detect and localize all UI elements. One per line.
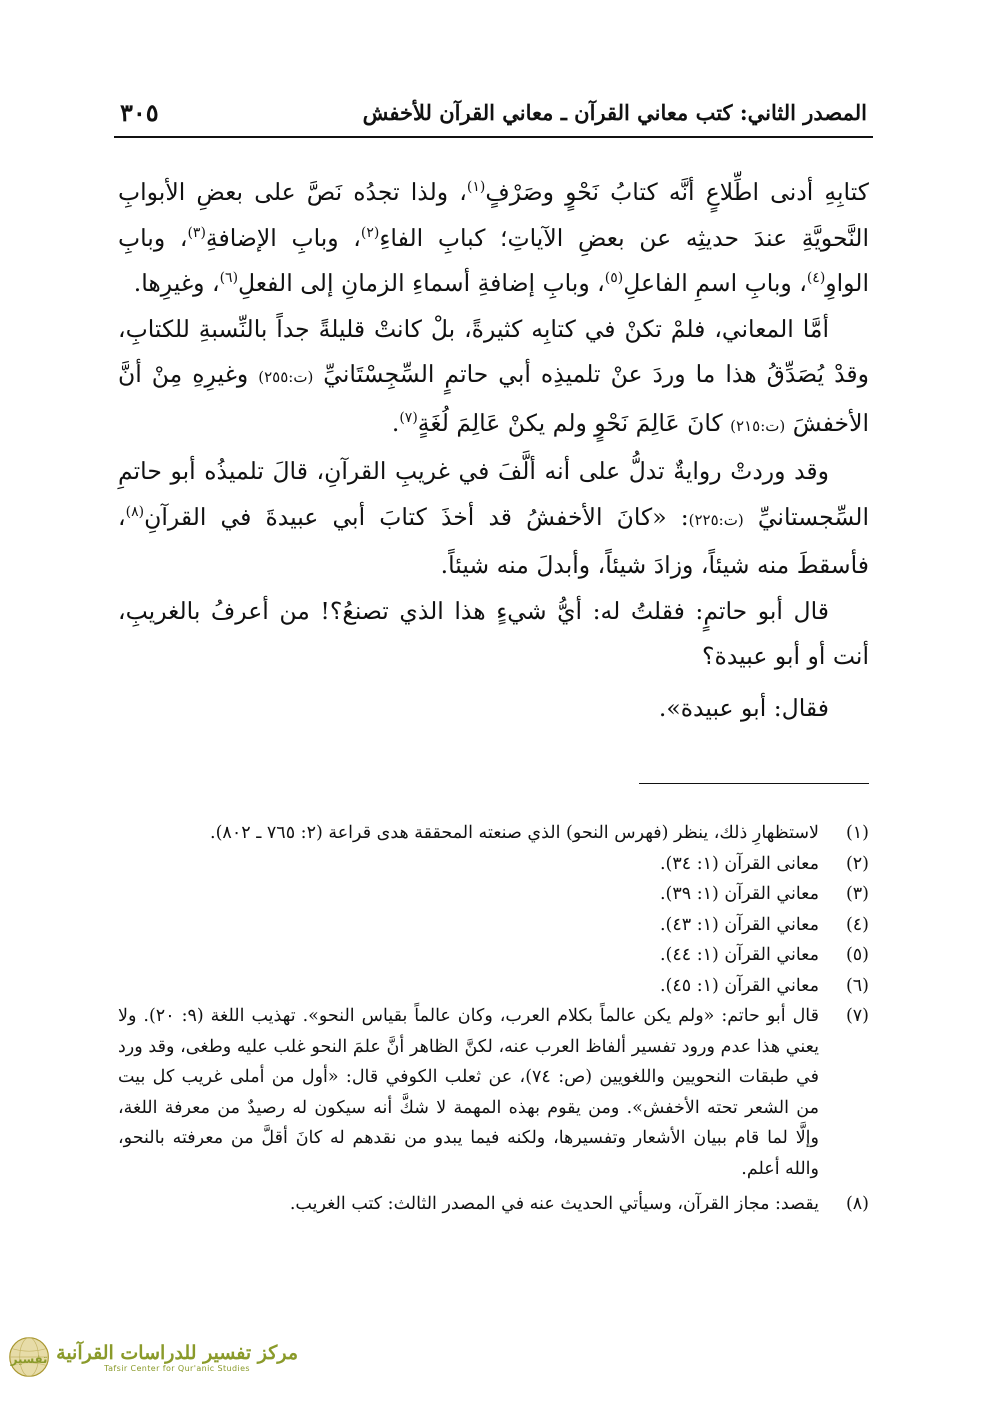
footnote-1 bbox=[118, 818, 869, 849]
text-run: ، وبابِ الإضافةِ bbox=[205, 223, 361, 252]
footnote-text: معاني القرآن (١: ٤٤). bbox=[659, 945, 819, 965]
text-run: ، وبابِ اسمِ الفاعلِ bbox=[623, 269, 807, 297]
logo-english-name: Tafsir Center for Qur'anic Studies bbox=[104, 1363, 250, 1373]
logo-arabic-name: مركز تفسير للدراسات القرآنية bbox=[56, 1341, 298, 1364]
text-run: . bbox=[391, 408, 400, 437]
main-text bbox=[118, 170, 869, 731]
footnote-number: (٣) bbox=[845, 884, 869, 904]
footnote-ref-2[interactable]: (٢) bbox=[360, 224, 380, 241]
footnote-text: معانى القرآن (١: ٣٤). bbox=[659, 853, 819, 874]
running-title: المصدر الثاني: كتب معاني القرآن ـ معاني القرآن للأخفش bbox=[362, 99, 867, 125]
paragraph-2 bbox=[118, 307, 869, 450]
logo-text bbox=[56, 1342, 298, 1373]
text-run: : «كانَ الأخفشُ قد أخذَ كتابَ أبي عبيدةَ في القرآنِ bbox=[144, 502, 689, 531]
footnote-3 bbox=[118, 879, 869, 910]
death-date: (ت:٢٥٥) bbox=[258, 368, 314, 386]
paragraph-4: قال أبو حاتمٍ: فقلتُ له: أيُّ شيءٍ هذا الذي تصنعُ؟! من أعرفُ بالغريبِ، أنت أو أبو عبيدة؟ bbox=[118, 596, 869, 670]
paragraph-3 bbox=[118, 449, 869, 589]
footnote-number: (٥) bbox=[845, 945, 869, 965]
text-run: أمَّا المعاني، فلمْ تكنْ في كتابِه كثيرةً، بلْ كانتْ قليلةً جداً بالنِّسبةِ للكتابِ، وقدْ يُصَدِّقُ هذا ما وردَ عنْ تلميذِه أبي حاتمٍ السِّجِسْتَانيِّ bbox=[118, 314, 869, 388]
header-rule bbox=[114, 136, 873, 138]
logo-mark-text: تفسير bbox=[10, 1351, 48, 1366]
footnote-6 bbox=[118, 971, 869, 1002]
footnotes bbox=[118, 818, 869, 1220]
footnote-5 bbox=[118, 940, 869, 971]
footnote-ref-7[interactable]: (٧) bbox=[399, 409, 418, 426]
paragraph-5: فقال: أبو عبيدة». bbox=[658, 693, 829, 722]
footnote-text: معاني القرآن (١: ٤٣). bbox=[659, 914, 819, 935]
text-run: ، وبابِ الواوِ bbox=[118, 223, 869, 297]
footnote-number: (٢) bbox=[845, 853, 869, 874]
text-run: كانَ عَالِمَ نَحْوٍ ولم يكنْ عَالِمَ لُغَةٍ bbox=[417, 408, 731, 437]
footnote-ref-5[interactable]: (٥) bbox=[604, 270, 624, 287]
text-run: كتابِهِ أدنى اطِّلاعٍ أنَّه كتابُ نَحْوٍ وصَرْفٍ bbox=[485, 178, 869, 206]
footnote-number: (١) bbox=[845, 823, 869, 843]
footnote-ref-1[interactable]: (١) bbox=[466, 179, 486, 196]
footnote-text: معاني القرآن (١: ٣٩). bbox=[659, 884, 819, 904]
footnote-4 bbox=[118, 910, 869, 941]
footnote-text: قال أبو حاتم: «ولم يكن عالماً بكلام العرب، وكان عالماً بقياس النحو». تهذيب اللغة (٩: ٢٠). ولا يعني هذا عدم ورود تفسير ألفاظ العرب عنه، لكنَّ الظاهر أنَّ علمَ النحو غلب عليه وطغى، وقد ورد في طبقات النحويين واللغويين (ص: ٧٤)، عن ثعلب الكوفي قال: «أول من أملى غريب كل بيت من الشعر تحته الأخفش». ومن يقوم بهذه المهمة لا شكَّ أنه سيكون له رصيدٌ من معرفة اللغة، وإلَّا لما قام ببيان الأشعار وتفسيرها، ولكنه فيما يبدو من نقدهم له كانَ أقلَّ من معرفته بالنحو، والله أعلم. bbox=[118, 1006, 819, 1179]
footnote-ref-4[interactable]: (٤) bbox=[806, 270, 826, 287]
footnote-text: لاستظهارِ ذلك، ينظر (فهرس النحو) الذي صنعته المحققة هدى قراعة (٢: ٧٦٥ ـ ٨٠٢). bbox=[210, 823, 819, 843]
text-run: ، وبابِ إضافةِ أسماءِ الزمانِ إلى الفعلِ bbox=[238, 269, 605, 297]
footnote-8 bbox=[118, 1189, 869, 1220]
death-date: (ت:٢١٥) bbox=[730, 416, 786, 435]
page-number: ٣٠٥ bbox=[120, 97, 159, 127]
footnote-7 bbox=[118, 1001, 869, 1184]
footnote-ref-8[interactable]: (٨) bbox=[125, 503, 145, 520]
footnote-number: (٤) bbox=[845, 914, 869, 935]
globe-logo-icon bbox=[8, 1321, 50, 1393]
paragraph-1 bbox=[118, 170, 869, 307]
footnote-text: يقصد: مجاز القرآن، وسيأتي الحديث عنه في المصدر الثالث: كتب الغريب. bbox=[289, 1194, 819, 1214]
footnote-text: معاني القرآن (١: ٤٥). bbox=[659, 975, 819, 996]
text-run: وقد وردتْ روايةٌ تدلُّ على أنه ألَّفَ في غريبِ القرآنِ، قالَ تلميذُه أبو حاتمِ السِّجستانيِّ bbox=[118, 457, 870, 531]
text-run: وغيرِهِ مِنْ أنَّ الأخفشَ bbox=[118, 360, 869, 437]
footnote-2 bbox=[118, 849, 869, 880]
death-date: (ت:٢٢٥) bbox=[688, 510, 744, 529]
footnote-ref-3[interactable]: (٣) bbox=[187, 224, 206, 241]
footnote-number: (٦) bbox=[845, 975, 869, 996]
footnote-number: (٨) bbox=[845, 1194, 869, 1214]
text-run: ، فأسقطَ منه شيئاً، وزادَ شيئاً، وأبدلَ منه شيئاً. bbox=[118, 502, 869, 579]
footnote-ref-6[interactable]: (٦) bbox=[219, 270, 239, 287]
tafsir-center-logo bbox=[8, 1317, 298, 1397]
text-run: ، ولذا تجدُه نَصَّ على بعضِ الأبوابِ النَّحويَّةِ عندَ حديثِه عن بعضِ الآياتِ؛ كبابِ الفاءِ bbox=[118, 178, 869, 252]
footnote-number: (٧) bbox=[845, 1006, 869, 1026]
footnote-rule bbox=[639, 783, 869, 784]
page-header bbox=[120, 92, 867, 132]
text-run: ، وغيرِها. bbox=[133, 269, 220, 297]
